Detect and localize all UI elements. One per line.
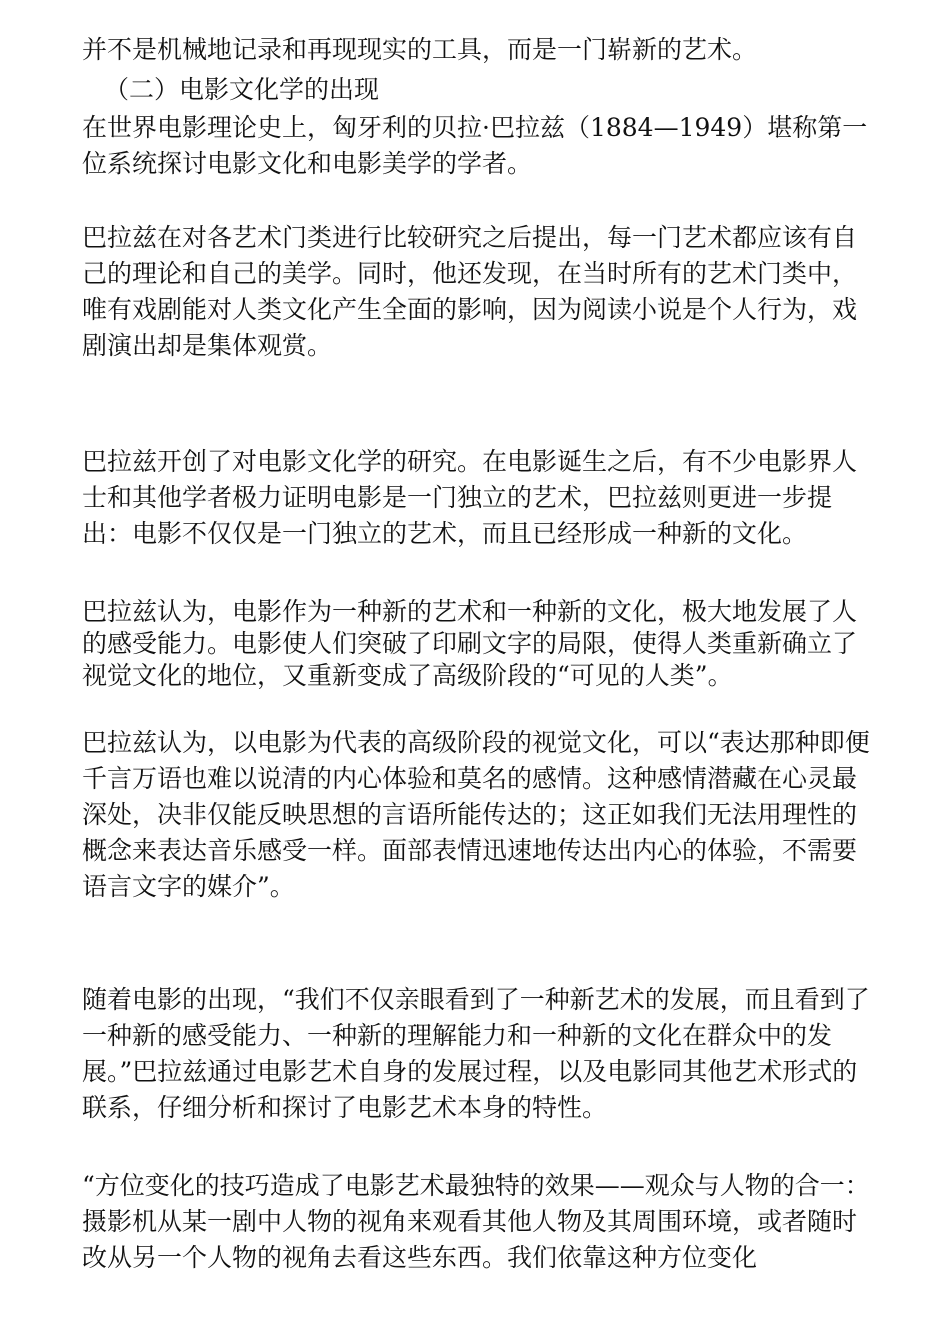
section-heading: （二）电影文化学的出现 <box>104 75 380 104</box>
paragraph-comparison: 巴拉兹在对各艺术门类进行比较研究之后提出，每一门艺术都应该有自己的理论和自己的美学。同时，他还发现，在当时所有的艺术门类中，唯有戏剧能对人类文化产生全面的影响，因为阅读小说是个人行为，戏剧演出却是集体观赏。 <box>82 223 858 360</box>
paragraph-visual-culture: 巴拉兹认为，以电影为代表的高级阶段的视觉文化，可以“表达那种即便千言万语也难以说清的内心体验和莫名的感情。这种感情潜藏在心灵最深处，决非仅能反映思想的言语所能传达的；这正如我们无法用理性的概念来表达音乐感受一样。面部表情迅速地传达出内心的体验，不需要语言文字的媒介”。 <box>82 728 870 901</box>
paragraph-intro: 在世界电影理论史上，匈牙利的贝拉·巴拉兹（1884—1949）堪称第一位系统探讨电影文化和电影美学的学者。 <box>82 113 868 178</box>
paragraph-perception: 巴拉兹认为，电影作为一种新的艺术和一种新的文化，极大地发展了人的感受能力。电影使人们突破了印刷文字的局限，使得人类重新确立了视觉文化的地位，又重新变成了高级阶段的“可见的人类”。 <box>82 597 858 690</box>
paragraph-film-culture: 巴拉兹开创了对电影文化学的研究。在电影诞生之后，有不少电影界人士和其他学者极力证明电影是一门独立的艺术，巴拉兹则更进一步提出：电影不仅仅是一门独立的艺术，而且已经形成一种新的文化。 <box>82 447 858 548</box>
paragraph-viewpoint: “方位变化的技巧造成了电影艺术最独特的效果——观众与人物的合一：摄影机从某一剧中人物的视角来观看其他人物及其周围环境，或者随时改从另一个人物的视角去看这些东西。我们依靠这种方位变化 <box>82 1171 870 1272</box>
paragraph-continuation: 并不是机械地记录和再现现实的工具，而是一门崭新的艺术。 <box>82 35 758 64</box>
paragraph-new-art: 随着电影的出现，“我们不仅亲眼看到了一种新艺术的发展，而且看到了一种新的感受能力、一种新的理解能力和一种新的文化在群众中的发展。”巴拉兹通过电影艺术自身的发展过程，以及电影同其他艺术形式的联系，仔细分析和探讨了电影艺术本身的特性。 <box>82 985 870 1122</box>
